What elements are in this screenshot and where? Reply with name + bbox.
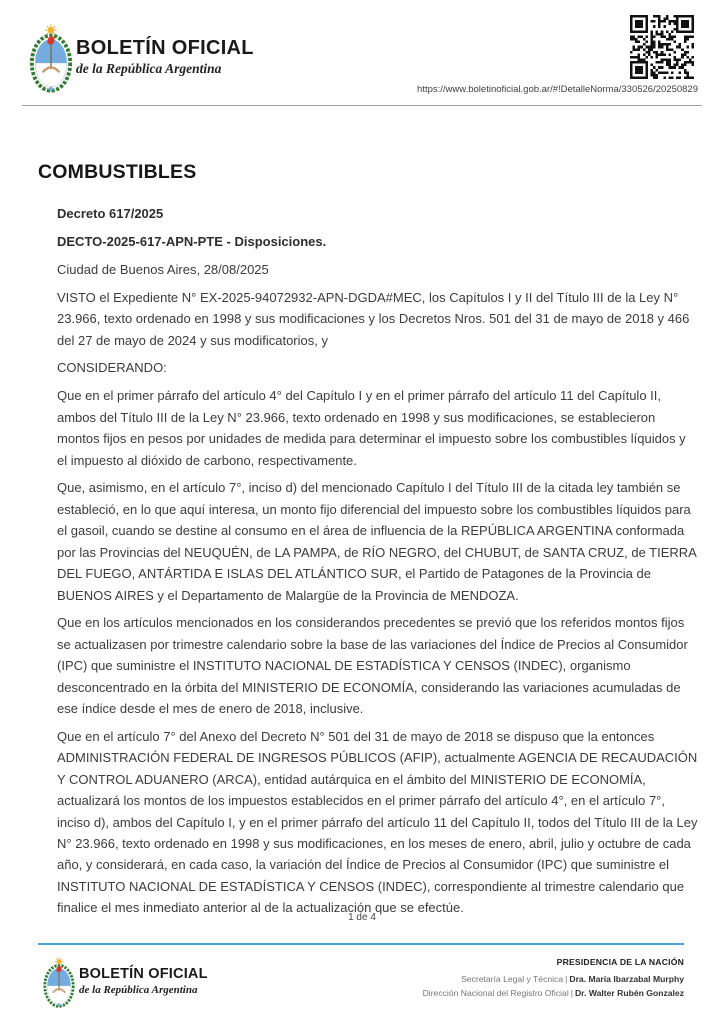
footer-credits: [423, 957, 684, 998]
considerando-paragraph-1: Que en el primer párrafo del artículo 4° del Capítulo I y en el primer párrafo del artículo 11 del Capítulo II, ambos del Título III de la Ley N° 23.966, texto ordenado en 1998 y sus modificaciones, se establecieron montos fijos en pesos por unidades de medida para determinar el impuesto sobre los combustibles líquidos y el impuesto al dióxido de carbono, respectivamente.: [57, 388, 686, 468]
credit-name: Dra. María Ibarzabal Murphy: [569, 974, 684, 984]
considerando-paragraph-4: Que en el artículo 7° del Anexo del Decreto N° 501 del 31 de mayo de 2018 se dispuso que la entonces ADMINISTRACIÓN FEDERAL DE INGRESOS PÚBLICOS (AFIP), actualmente AGENCIA DE RECAUDACIÓN Y CONTROL ADUANERO (ARCA), entidad autárquica en el ámbito del MINISTERIO DE ECONOMÍA, actualizará los montos de los impuestos establecidos en el primer párrafo del artículo 4°, en el artículo 7°, inciso d), ambos del Capítulo I, y en el primer párrafo del artículo 11 del Capítulo II, todos del Título III de la Ley N° 23.966, texto ordenado en 1998 y sus modificaciones, en los meses de enero, abril, julio y octubre de cada año, y considerará, en cada caso, la variación del Índice de Precios al Consumidor (IPC) que suministre el INSTITUTO NACIONAL DE ESTADÍSTICA Y CENSOS (INDEC), correspondiente al trimestre calendario que finalice el mes inmediato anterior al de la actualización que se efectúe.: [57, 728, 698, 916]
credit-name: Dr. Walter Rubén Gonzalez: [574, 988, 684, 998]
considerando-label: CONSIDERANDO:: [57, 360, 167, 376]
credit-line-legal: [461, 974, 684, 984]
brand-title: BOLETÍN OFICIAL: [76, 37, 254, 59]
presidency-label: PRESIDENCIA DE LA NACIÓN: [556, 957, 684, 967]
dateline: Ciudad de Buenos Aires, 28/08/2025: [57, 261, 269, 277]
qr-code-icon: [630, 15, 694, 79]
footer-divider: [38, 943, 684, 945]
considerando-paragraph-2: Que, asimismo, en el artículo 7°, inciso d) del mencionado Capítulo I del Título III de la citada ley también se estableció, en lo que aquí interesa, un monto fijo diferencial del impuesto sobre los combustibles líquidos para el gasoil, cuando se destine al consumo en el área de influencia de la REPÚBLICA ARGENTINA conformada por las Provincias del NEUQUÉN, de LA PAMPA, de RÍO NEGRO, del CHUBUT, de SANTA CRUZ, de TIERRA DEL FUEGO, ANTÁRTIDA E ISLAS DEL ATLÁNTICO SUR, el Partido de Patagones de la Provincia de BUENOS AIRES y el Departamento de Malargüe de la Provincia de MENDOZA.: [57, 480, 697, 603]
credit-separator: |: [565, 974, 568, 984]
header-divider: [22, 105, 702, 106]
brand-title: BOLETÍN OFICIAL: [79, 966, 208, 982]
brand-subtitle: de la República Argentina: [79, 984, 198, 996]
page-indicator: 1 de 4: [348, 912, 376, 923]
brand-lockup: [76, 37, 254, 76]
argentina-coat-of-arms-icon: [28, 23, 74, 94]
decree-number: Decreto 617/2025: [57, 206, 164, 221]
considerando-paragraph-3: Que en los artículos mencionados en los considerandos precedentes se previó que los referidos montos fijos se actualizasen por trimestre calendario sobre la base de las variaciones del Índice de Precios al Consumidor (IPC) que suministre el INSTITUTO NACIONAL DE ESTADÍSTICA Y CENSOS (INDEC), organismo desconcentrado en la órbita del MINISTERIO DE ECONOMÍA, considerando las variaciones acumuladas de ese índice desde el mes de enero de 2018, inclusive.: [57, 615, 688, 717]
credit-role: Dirección Nacional del Registro Oficial: [422, 988, 569, 998]
decree-text-body: [57, 203, 699, 925]
norma-detail-url-link[interactable]: https://www.boletinoficial.gob.ar/#!DetalleNorma/330526/20250829: [417, 84, 698, 95]
decree-code: DECTO-2025-617-APN-PTE - Disposiciones.: [57, 233, 327, 249]
argentina-coat-of-arms-icon: [42, 956, 76, 1009]
section-title: COMBUSTIBLES: [38, 161, 197, 183]
credit-role: Secretaría Legal y Técnica: [461, 974, 564, 984]
credit-separator: |: [570, 988, 573, 998]
credit-line-registro: [423, 988, 684, 998]
visto-paragraph: VISTO el Expediente N° EX-2025-94072932-APN-DGDA#MEC, los Capítulos I y II del Título III de la Ley N° 23.966, texto ordenado en 1998 y sus modificaciones y los Decretos Nros. 501 del 31 de mayo de 2018 y 466 del 27 de mayo de 2024 y sus modificatorios, y: [57, 289, 690, 348]
brand-lockup: [79, 966, 208, 997]
brand-subtitle: de la República Argentina: [76, 61, 222, 76]
